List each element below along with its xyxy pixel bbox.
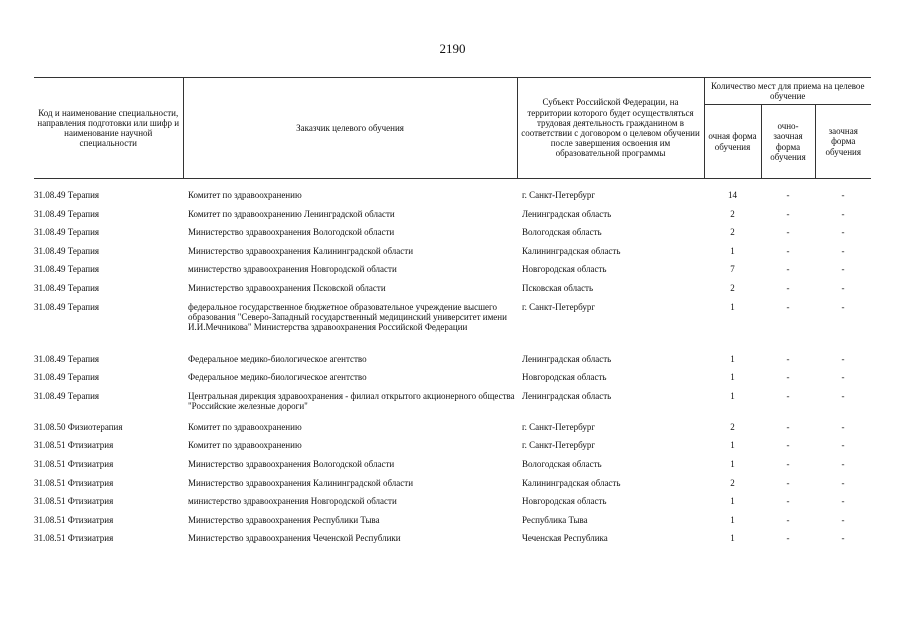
cell-region: Псковская область	[522, 282, 594, 293]
table-row	[34, 459, 871, 478]
table-row	[34, 209, 871, 228]
header-quantity: Количество мест для приема на целевое обучение	[704, 78, 871, 105]
cell-region: Республика Тыва	[522, 514, 588, 525]
table-row	[34, 190, 871, 209]
cell-region: г. Санкт-Петербург	[522, 421, 596, 432]
cell-part-time: -	[786, 390, 790, 401]
cell-region: Ленинградская область	[522, 208, 612, 219]
cell-region: г. Санкт-Петербург	[522, 440, 596, 451]
header-distance: заочная форма обучения	[815, 105, 871, 179]
cell-code: 31.08.51 Фтизиатрия	[34, 458, 114, 469]
cell-distance: -	[841, 264, 845, 275]
cell-customer: Комитет по здравоохранению	[188, 190, 302, 200]
cell-part-time: -	[786, 264, 790, 275]
cell-distance: -	[841, 533, 845, 544]
cell-part-time: -	[786, 421, 790, 432]
cell-distance: -	[841, 390, 845, 401]
cell-customer: министерство здравоохранения Новгородской области	[188, 496, 397, 507]
table-row	[34, 440, 871, 459]
header-code: Код и наименование специальности, направления подготовки или шифр и наименование научной специальности	[34, 78, 183, 179]
cell-code: 31.08.49 Терапия	[34, 282, 100, 293]
cell-code: 31.08.49 Терапия	[34, 208, 100, 219]
cell-customer: Министерство здравоохранения Вологодской области	[188, 227, 395, 238]
cell-full-time: 1	[730, 533, 735, 544]
cell-full-time: 14	[728, 190, 737, 200]
cell-customer: Министерство здравоохранения Псковской области	[188, 282, 386, 293]
cell-distance: -	[841, 477, 845, 488]
cell-part-time: -	[786, 245, 790, 256]
table-row	[34, 354, 871, 373]
cell-part-time: -	[786, 440, 790, 451]
cell-region: Новгородская область	[522, 264, 607, 275]
table-row	[34, 283, 871, 302]
cell-full-time: 1	[730, 301, 735, 312]
table-row	[34, 478, 871, 497]
cell-region: Новгородская область	[522, 496, 607, 507]
cell-code: 31.08.51 Фтизиатрия	[34, 440, 114, 451]
cell-region: Калининградская область	[522, 477, 621, 488]
cell-full-time: 1	[730, 390, 735, 401]
table-row	[34, 264, 871, 283]
cell-part-time: -	[786, 208, 790, 219]
cell-full-time: 1	[730, 353, 735, 364]
page-number: 2190	[439, 41, 466, 56]
cell-customer: Министерство здравоохранения Чеченской Республики	[188, 533, 401, 544]
table-row	[34, 227, 871, 246]
cell-customer: федеральное государственное бюджетное образовательное учреждение высшего образования "Северо-Западный государственный медицинский университет имени И.И.Мечникова" Министерства здравоохранения Российской Федерации	[188, 301, 507, 332]
cell-customer: Министерство здравоохранения Республики Тыва	[188, 514, 380, 525]
cell-region: Вологодская область	[522, 458, 602, 469]
cell-code: 31.08.49 Терапия	[34, 390, 100, 401]
cell-code: 31.08.51 Фтизиатрия	[34, 496, 114, 507]
cell-part-time: -	[786, 190, 790, 200]
table-row	[34, 246, 871, 265]
cell-code: 31.08.51 Фтизиатрия	[34, 514, 114, 525]
table-row	[34, 302, 871, 354]
cell-part-time: -	[786, 301, 790, 312]
header-full-time: очная форма обучения	[704, 105, 761, 179]
cell-full-time: 2	[730, 208, 735, 219]
cell-full-time: 1	[730, 372, 735, 383]
cell-part-time: -	[786, 496, 790, 507]
cell-customer: Федеральное медико-биологическое агентство	[188, 372, 367, 383]
cell-part-time: -	[786, 227, 790, 238]
cell-full-time: 2	[730, 282, 735, 293]
cell-distance: -	[841, 227, 845, 238]
cell-code: 31.08.51 Фтизиатрия	[34, 477, 114, 488]
cell-customer: Министерство здравоохранения Калининградской области	[188, 245, 414, 256]
cell-customer: министерство здравоохранения Новгородской области	[188, 264, 397, 275]
cell-full-time: 2	[730, 421, 735, 432]
cell-code: 31.08.49 Терапия	[34, 264, 100, 275]
admission-quota-table	[34, 77, 871, 552]
cell-full-time: 7	[730, 264, 735, 275]
cell-part-time: -	[786, 372, 790, 383]
cell-distance: -	[841, 190, 845, 200]
table-row	[34, 533, 871, 552]
cell-distance: -	[841, 458, 845, 469]
cell-part-time: -	[786, 282, 790, 293]
cell-part-time: -	[786, 514, 790, 525]
table-row	[34, 422, 871, 441]
cell-distance: -	[841, 208, 845, 219]
cell-customer: Министерство здравоохранения Калининградской области	[188, 477, 414, 488]
cell-region: Калининградская область	[522, 245, 621, 256]
cell-customer: Федеральное медико-биологическое агентство	[188, 353, 367, 364]
cell-code: 31.08.49 Терапия	[34, 372, 100, 383]
cell-code: 31.08.49 Терапия	[34, 245, 100, 256]
cell-code: 31.08.49 Терапия	[34, 227, 100, 238]
cell-distance: -	[841, 496, 845, 507]
cell-distance: -	[841, 514, 845, 525]
header-part-time: очно-заочная форма обучения	[761, 105, 815, 179]
cell-region: Новгородская область	[522, 372, 607, 383]
cell-part-time: -	[786, 353, 790, 364]
cell-full-time: 1	[730, 440, 735, 451]
cell-code: 31.08.49 Терапия	[34, 190, 100, 200]
cell-customer: Комитет по здравоохранению	[188, 421, 302, 432]
cell-distance: -	[841, 353, 845, 364]
cell-code: 31.08.50 Физиотерапия	[34, 421, 123, 432]
cell-customer: Министерство здравоохранения Вологодской области	[188, 458, 395, 469]
cell-full-time: 1	[730, 245, 735, 256]
cell-full-time: 1	[730, 514, 735, 525]
cell-part-time: -	[786, 533, 790, 544]
cell-full-time: 1	[730, 458, 735, 469]
header-subject: Субъект Российской Федерации, на территории которого будет осуществляться трудовая деятельность гражданином в соответствии с договором о целевом обучении после завершения освоения им образовательной программы	[517, 78, 704, 179]
cell-part-time: -	[786, 477, 790, 488]
cell-part-time: -	[786, 458, 790, 469]
cell-region: Чеченская Республика	[522, 533, 608, 544]
header-customer: Заказчик целевого обучения	[183, 78, 517, 179]
cell-code: 31.08.51 Фтизиатрия	[34, 533, 114, 544]
cell-region: Вологодская область	[522, 227, 602, 238]
cell-full-time: 1	[730, 496, 735, 507]
cell-customer: Комитет по здравоохранению	[188, 440, 302, 451]
cell-distance: -	[841, 245, 845, 256]
cell-customer: Центральная дирекция здравоохранения - филиал открытого акционерного общества "Российские железные дороги"	[188, 390, 515, 411]
table-row	[34, 391, 871, 422]
cell-region: Ленинградская область	[522, 353, 612, 364]
cell-region: г. Санкт-Петербург	[522, 190, 596, 200]
cell-full-time: 2	[730, 227, 735, 238]
table-row	[34, 372, 871, 391]
cell-customer: Комитет по здравоохранению Ленинградской области	[188, 208, 395, 219]
cell-region: г. Санкт-Петербург	[522, 301, 596, 312]
table-row	[34, 515, 871, 534]
cell-code: 31.08.49 Терапия	[34, 353, 100, 364]
cell-full-time: 2	[730, 477, 735, 488]
cell-distance: -	[841, 372, 845, 383]
cell-code: 31.08.49 Терапия	[34, 301, 100, 312]
cell-distance: -	[841, 282, 845, 293]
cell-distance: -	[841, 440, 845, 451]
table-row	[34, 496, 871, 515]
cell-distance: -	[841, 301, 845, 312]
cell-distance: -	[841, 421, 845, 432]
cell-region: Ленинградская область	[522, 390, 612, 401]
